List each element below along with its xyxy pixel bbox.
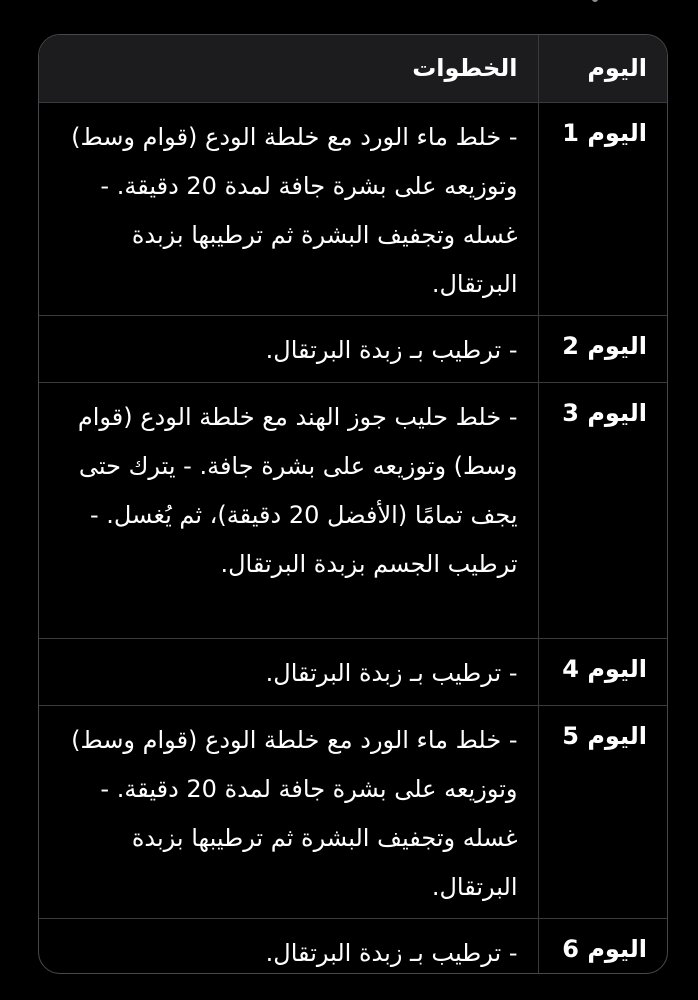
day-cell: اليوم 5	[538, 705, 667, 918]
steps-cell: - ترطيب بـ زبدة البرتقال.	[39, 638, 538, 705]
table-row	[39, 315, 667, 382]
steps-cell: - ترطيب بـ زبدة البرتقال.	[265, 938, 518, 967]
day-cell: اليوم 2	[538, 315, 667, 382]
header-steps: الخطوات	[39, 35, 538, 102]
steps-cell: - خلط حليب جوز الهند مع خلطة الودع (قوام وسط) وتوزيعه على بشرة جافة. - يترك حتى يجف تمامًا (الأفضل 20 دقيقة)، ثم يُغسل. - ترطيب الجسم بزبدة البرتقال.	[39, 382, 538, 638]
day-cell: اليوم 1	[538, 102, 667, 315]
top-edge-mark	[592, 0, 598, 2]
table-row	[39, 102, 667, 315]
day-cell: اليوم 4	[538, 638, 667, 705]
table-header-row	[39, 35, 667, 102]
schedule-table-container	[38, 34, 668, 974]
steps-cell: - خلط ماء الورد مع خلطة الودع (قوام وسط) وتوزيعه على بشرة جافة لمدة 20 دقيقة. - غسله وتجفيف البشرة ثم ترطيبها بزبدة البرتقال.	[39, 102, 538, 315]
table-row	[39, 382, 667, 638]
table-row	[39, 638, 667, 705]
day-cell: اليوم 3	[538, 382, 667, 638]
schedule-table	[39, 35, 667, 974]
steps-cell: - خلط ماء الورد مع خلطة الودع (قوام وسط) وتوزيعه على بشرة جافة لمدة 20 دقيقة. - غسله وتجفيف البشرة ثم ترطيبها بزبدة البرتقال.	[39, 705, 538, 918]
steps-cell: - ترطيب بـ زبدة البرتقال.	[39, 315, 538, 382]
header-day: اليوم	[538, 35, 667, 102]
day-cell: اليوم 6	[538, 918, 667, 974]
table-row	[39, 705, 667, 918]
table-row	[39, 918, 667, 974]
